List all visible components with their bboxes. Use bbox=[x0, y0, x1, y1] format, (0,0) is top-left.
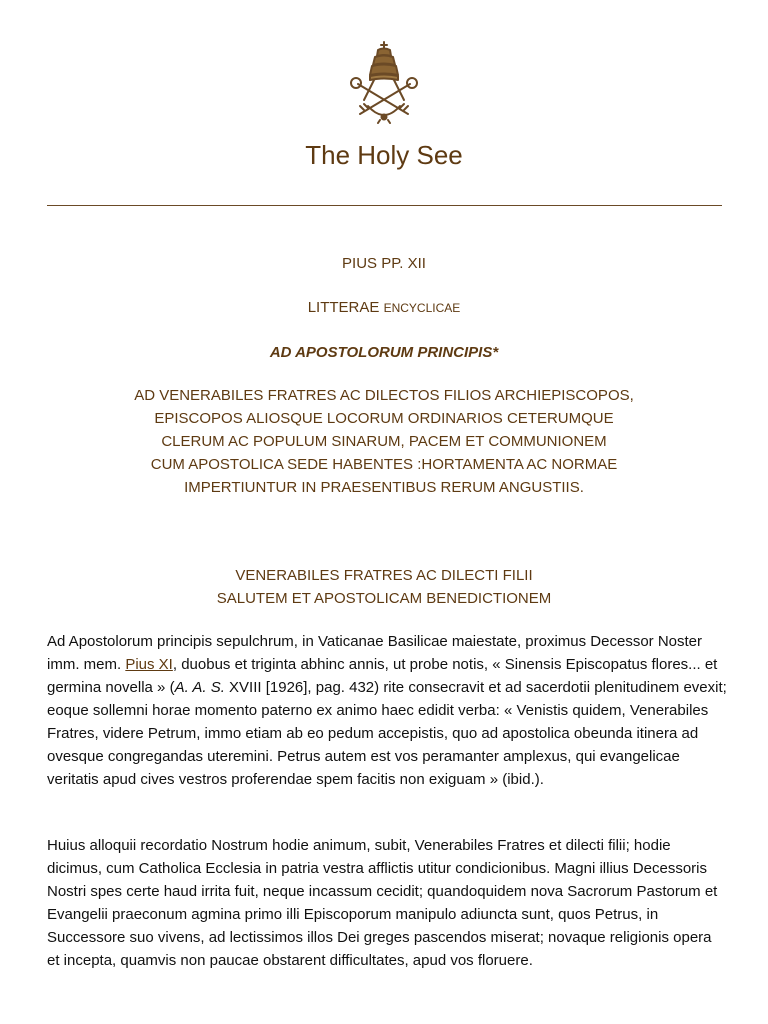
paragraph-1-text: , duobus et triginta abhinc annis, ut probe notis, « Sinensis Episcopatus flores... et germina novella » ( bbox=[47, 656, 718, 696]
addressees-block bbox=[40, 384, 728, 499]
pius-xi-link[interactable]: Pius XI bbox=[125, 656, 173, 673]
document-type bbox=[40, 296, 728, 320]
document-type-main: LITTERAE bbox=[307, 299, 380, 316]
header-divider bbox=[47, 205, 722, 206]
paragraph-1-text: Ad Apostolorum principis sepulchrum, in Vaticanae Basilicae maiestate, proximus Decessor Noster imm. mem. bbox=[47, 633, 703, 673]
addressee-line: CLERUM AC POPULUM SINARUM, PACEM ET COMMUNIONEM bbox=[161, 433, 607, 450]
addressee-line: CUM APOSTOLICA SEDE HABENTES :HORTAMENTA AC NORMAE bbox=[150, 456, 618, 473]
document-author: PIUS PP. XII bbox=[342, 255, 426, 272]
addressee-line: EPISCOPOS ALIOSQUE LOCORUM ORDINARIOS CETERUMQUE bbox=[154, 410, 614, 427]
paragraph-1-text: XVIII [1926], pag. 432) rite consecravit et ad sacerdotii plenitudinem evexit; eoque sollemni horae momento paterno ex animo haec edidit verba: « Venistis quidem, Venerabiles Fratres, videre Petrum, immo etiam ab eo pedum accepistis, quo ad apostolica obeunda itinera ad ovesque congregandas uteremini. Petrus autem est vos peramanter amplexus, qui evangelicae veritatis apud cives vestros proferendae spem facitis non exiguam » (ibid.). bbox=[47, 679, 727, 788]
document-type-small: ENCYCLICAE bbox=[383, 301, 461, 315]
citation-aas: A. A. S. bbox=[174, 679, 225, 696]
document-title: AD APOSTOLORUM PRINCIPIS* bbox=[269, 344, 499, 361]
addressee-line: AD VENERABILES FRATRES AC DILECTOS FILIOS ARCHIEPISCOPOS, bbox=[134, 387, 634, 404]
salutation-block bbox=[40, 564, 728, 610]
salutation-line: SALUTEM ET APOSTOLICAM BENEDICTIONEM bbox=[216, 590, 552, 607]
paragraph-2: Huius alloquii recordatio Nostrum hodie animum, subit, Venerabiles Fratres et dilecti filii; hodie dicimus, cum Catholica Ecclesia in patria vestra afflictis utitur condicionibus. Magni illius Decessoris Nostri spes certe haud irrita fuit, neque incassum cecidit; quandoquidem nova Sacrorum Pastorum et Evangelii praeconum agmina primo illi Episcoporum manipulo adiuncta sunt, quos Petrus, in Successore suo vivens, ad lectissimos illos Dei greges pascendos miserat; novaque religionis opera et incepta, quamvis non paucae obstarent difficultates, apud vos floruere. bbox=[47, 837, 718, 969]
salutation-line: VENERABILES FRATRES AC DILECTI FILII bbox=[235, 567, 533, 584]
addressee-line: IMPERTIUNTUR IN PRAESENTIBUS RERUM ANGUSTIIS. bbox=[184, 479, 584, 496]
site-title[interactable]: The Holy See bbox=[305, 140, 463, 170]
papal-emblem-icon[interactable] bbox=[338, 40, 430, 124]
paragraph-1 bbox=[47, 630, 727, 791]
